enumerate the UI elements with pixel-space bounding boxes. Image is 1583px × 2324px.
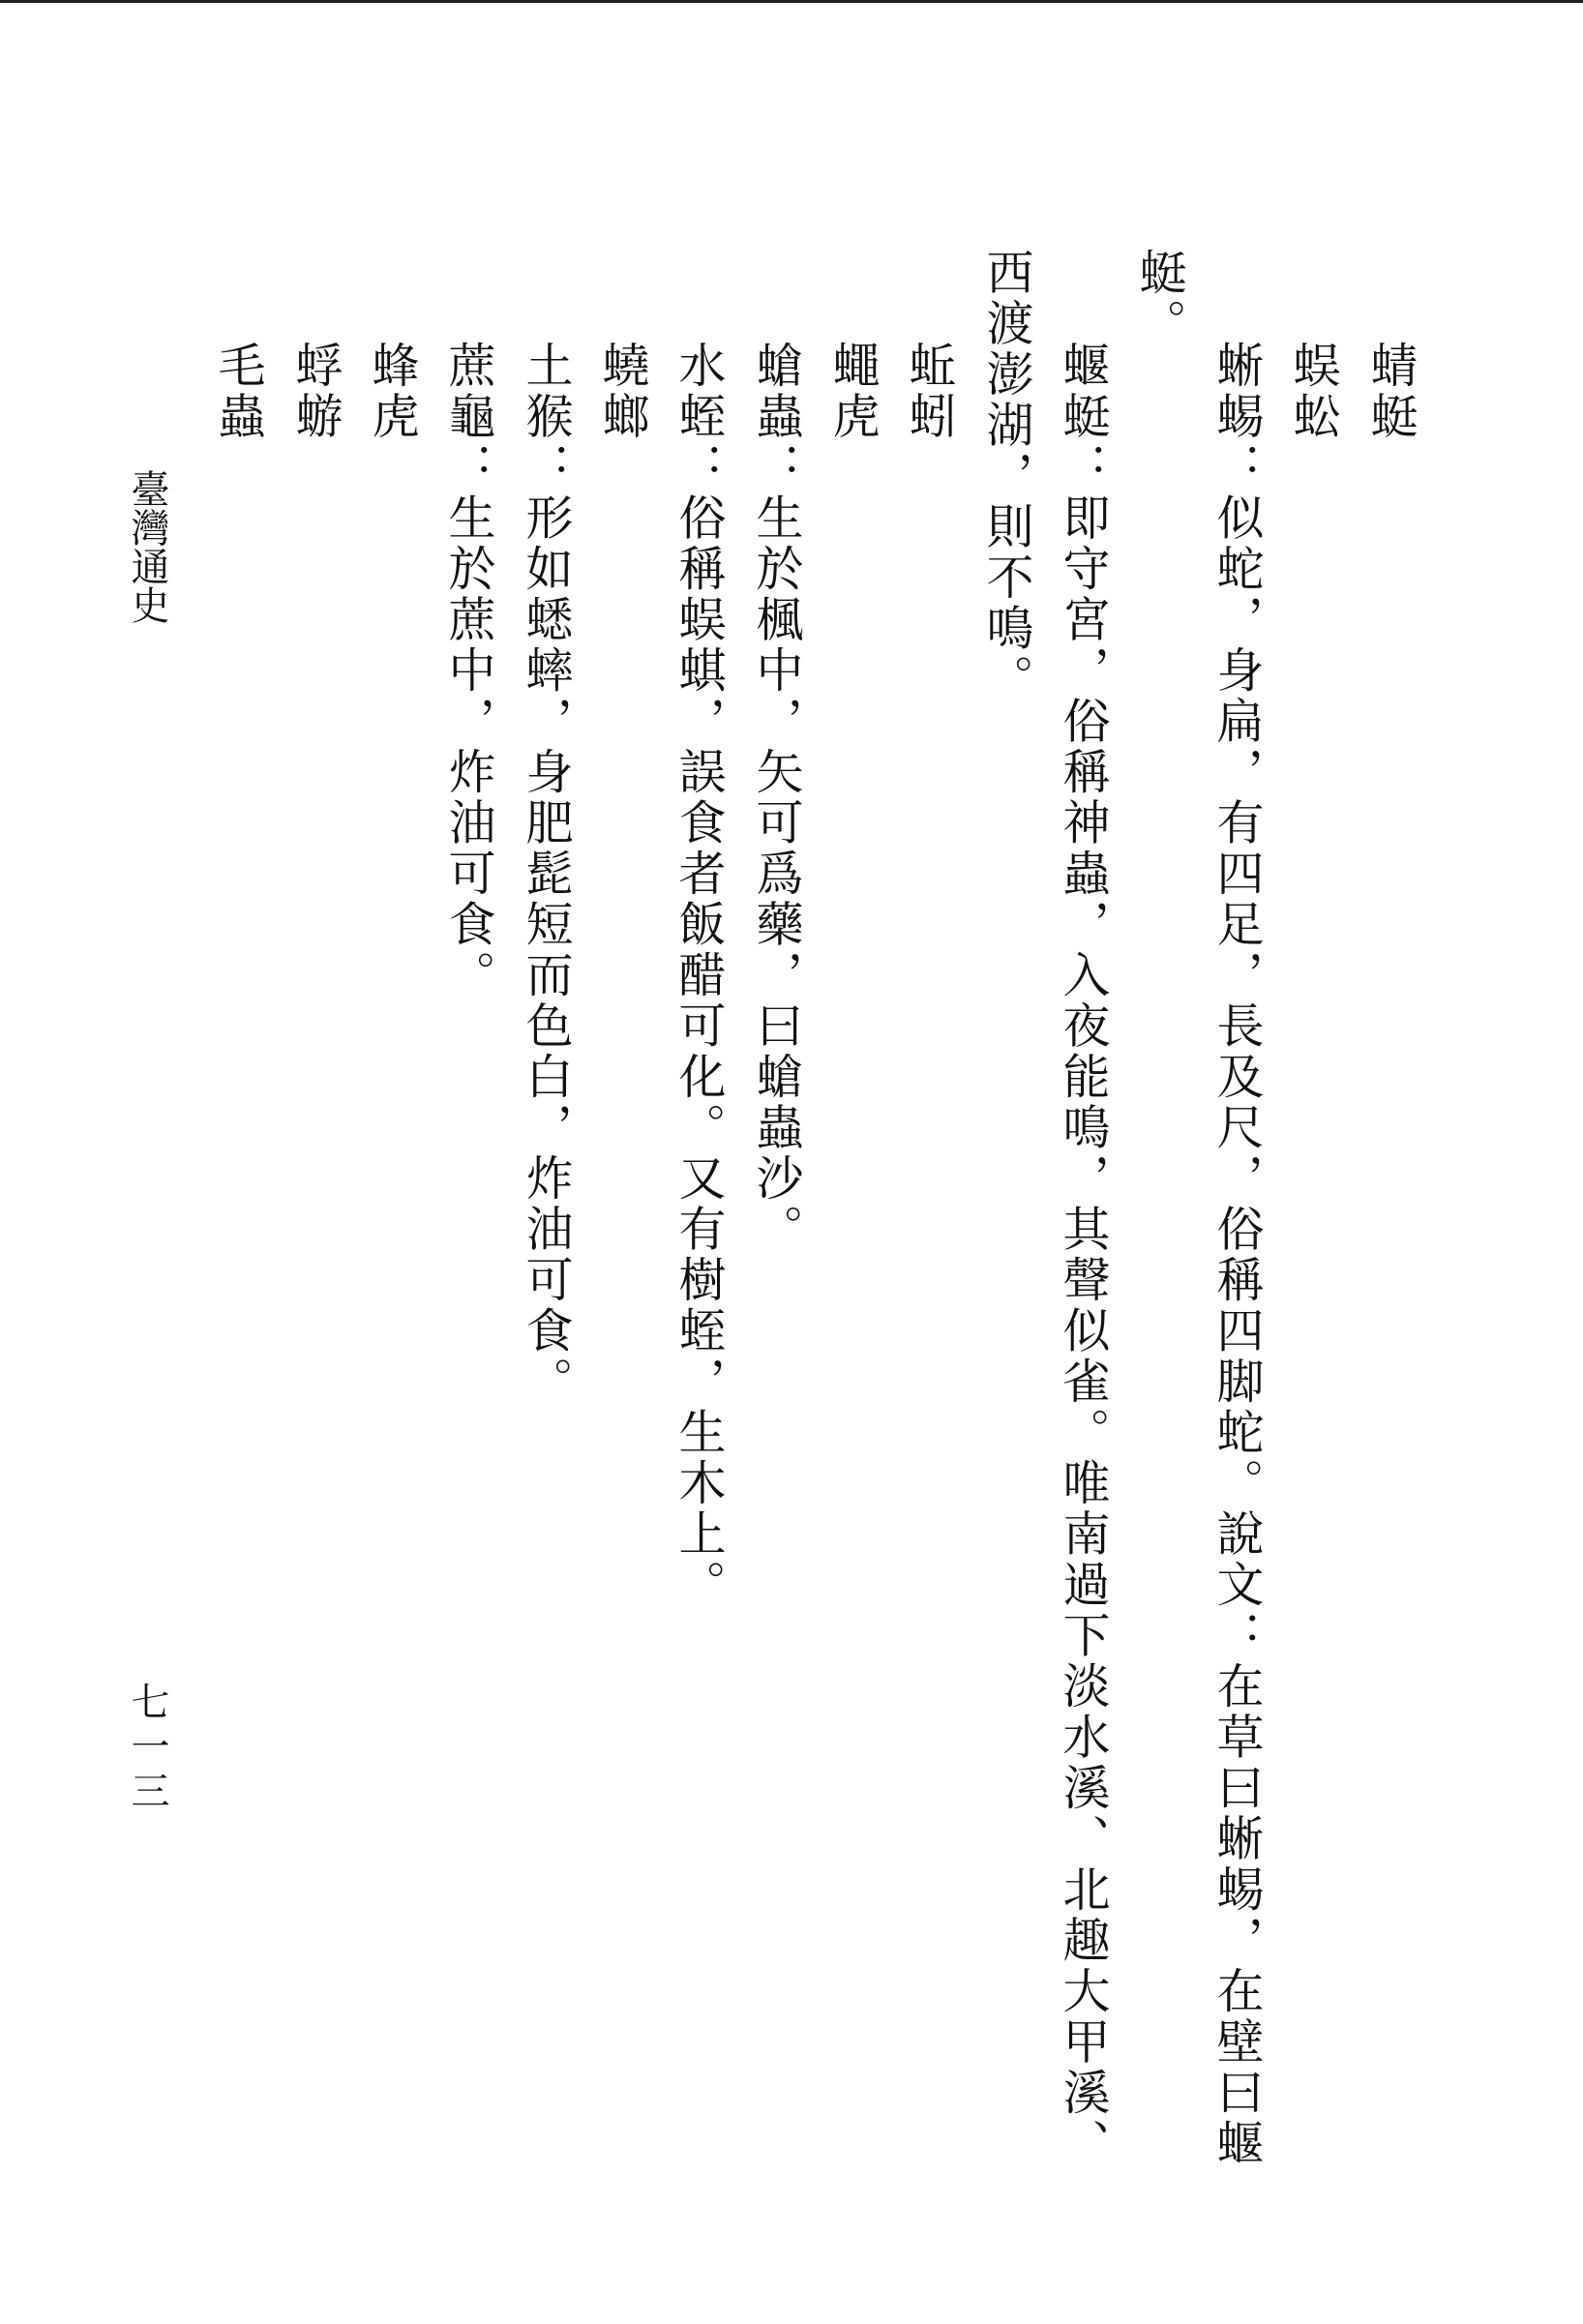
text-column-5: 蝘蜓：即守宮，俗稱神蟲，入夜能鳴，其聲似雀。唯南過下淡水溪、北趣大甲溪、 (1056, 341, 1111, 2169)
text-column-11: 蟯螂 (595, 341, 650, 442)
page-number: 七一三 (125, 1682, 169, 1815)
text-column-15: 蜉蝣 (288, 341, 343, 442)
text-column-4: 蜓。 (1132, 248, 1187, 349)
text-column-13: 蔗龜：生於蔗中，炸油可食。 (441, 341, 496, 1001)
text-column-16: 毛蟲 (211, 341, 266, 442)
running-title: 臺灣通史 (125, 469, 169, 624)
text-column-14: 蜂虎 (365, 341, 420, 442)
text-column-10: 水蛭：俗稱蜈蜞，誤食者飯醋可化。又有樹蛭，生木上。 (672, 341, 727, 1611)
top-border-line (0, 0, 1583, 3)
text-column-8: 蠅虎 (825, 341, 881, 442)
text-column-3: 蜥蜴：似蛇，身扁，有四足，長及尺，俗稱四脚蛇。說文：在草曰蜥蜴，在壁曰蝘 (1210, 341, 1265, 2169)
text-column-12: 土猴：形如蟋蟀，身肥髭短而色白，炸油可食。 (519, 341, 574, 1408)
text-column-7: 蚯蚓 (902, 341, 957, 442)
text-column-9: 螥蟲：生於楓中，矢可爲藥，曰螥蟲沙。 (749, 341, 804, 1255)
text-column-2: 蜈蚣 (1286, 341, 1341, 442)
text-column-1: 蜻蜓 (1363, 341, 1419, 442)
text-column-6: 西渡澎湖，則不鳴。 (979, 248, 1034, 705)
